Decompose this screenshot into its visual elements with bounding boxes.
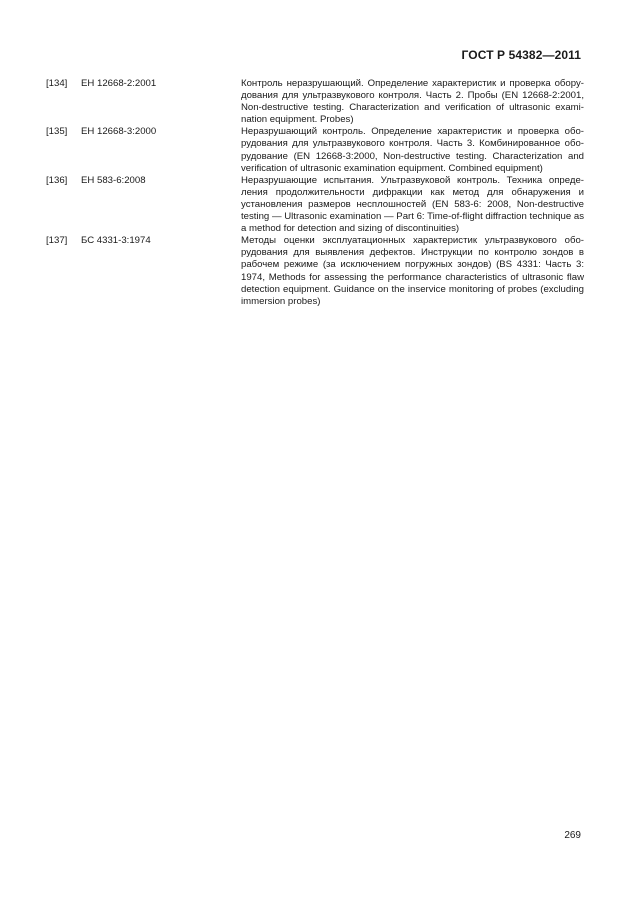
page-number: 269 [564,830,581,841]
document-header-standard-id: ГОСТ Р 54382—2011 [461,48,581,62]
reference-code: ЕН 12668-2:2001 [81,78,157,89]
reference-title: Контроль неразрушающий. Определение характеристик и проверка оборудования для ультразвукового контроля. Часть 2. Пробы (EN 12668-2:2001, Non-destructive testing. Characterization and verification of ultrasonic examination equipment. Probes) [241,78,584,126]
bibliography-entry [46,175,584,235]
reference-title: Неразрушающий контроль. Определение характеристик и проверка оборудования для ультразвукового контроля. Часть 3. Комбинированное оборудование (EN 12668-3:2000, Non-destructive testing. Characterization and verification of ultrasonic examination equipment. Combined equipment) [241,126,584,174]
reference-title: Методы оценки эксплуатационных характеристик ультразвукового оборудования для выявления дефектов. Инструкции по контролю зондов в рабочем режиме (за исключением погружных зондов) (BS 4331: Часть 3: 1974, Methods for assessing the performance characteristics of ultrasonic flaw detection equipment. Guidance on the inservice monitoring of probes (excluding immersion probes) [241,235,584,307]
reference-number: [134] [46,78,68,89]
bibliography-entry [46,78,584,126]
bibliography-entry [46,235,584,308]
reference-title: Неразрушающие испытания. Ультразвуковой контроль. Техника определения продолжительности дифракции как метод для обнаружения и установления размеров несплошностей (EN 583-6: 2008, Non-destructive testing — Ultrasonic examination — Part 6: Time-of-flight diffraction technique as a method for detection and sizing of discontinuities) [241,174,584,235]
bibliography-list [46,78,584,308]
reference-code: ЕН 12668-3:2000 [81,126,157,138]
reference-code: ЕН 583-6:2008 [81,174,146,186]
reference-number: [136] [46,174,68,186]
reference-number: [135] [46,126,68,138]
reference-code: БС 4331-3:1974 [81,235,151,247]
reference-number: [137] [46,235,68,247]
bibliography-entry [46,126,584,174]
